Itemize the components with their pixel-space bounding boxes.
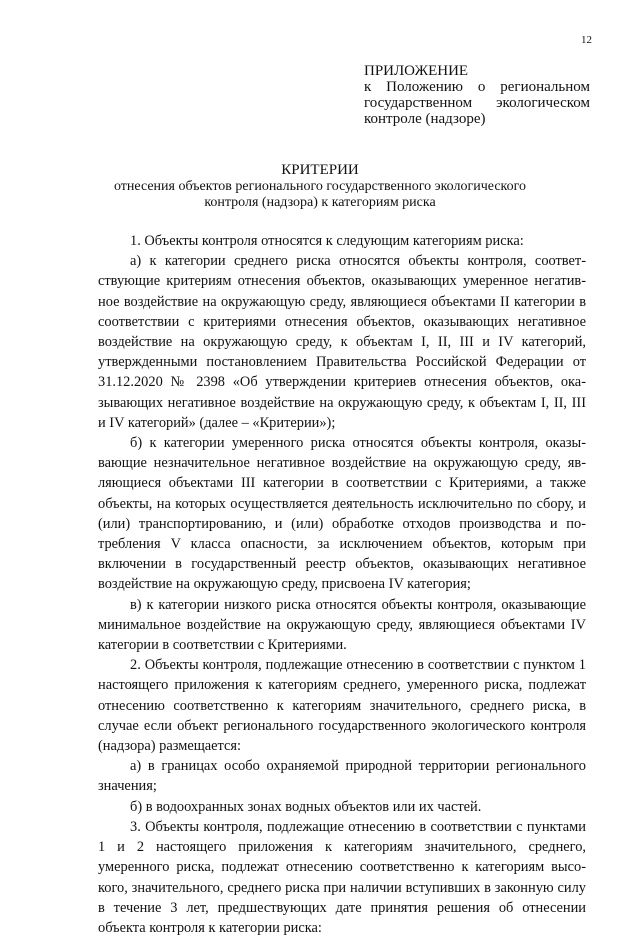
document-title: КРИТЕРИИ <box>281 162 359 178</box>
paragraph-3: 3. Объекты контроля, подлежащие отнесению в соответствии с пунктами 1 и 2 настоящего приложения к категориям значительного, среднего, умеренного риска, подлежат отнесению соответственно к категориям высокого, значительного, среднего риска при наличии вступивших в законную силу в течение 3 лет, предшествующих дате принятия решения об отнесении объекта контроля к категории риска: <box>98 818 586 936</box>
appendix-reference: к Положению о региональном государственном экологическом контроле (надзоре) <box>364 79 590 127</box>
appendix-header <box>364 63 590 127</box>
document-body <box>98 231 586 938</box>
paragraph-2b: б) в водоохранных зонах водных объектов или их частей. <box>130 798 482 815</box>
paragraph-2a: а) в границах особо охраняемой природной территории регионального значения; <box>98 758 586 795</box>
paragraph-1c: в) к категории низкого риска относятся объекты контроля, оказывающие минимальное воздействие на окружающую среду, являющиеся объектами IV категории в соответствии с Критериями. <box>98 596 586 654</box>
appendix-title: ПРИЛОЖЕНИЕ <box>364 63 469 79</box>
paragraph-1a: а) к категории среднего риска относятся объекты контроля, соответствующие критериям отнесения объектов, оказывающих умеренное негативное воздействие на окружающую среду, являющиеся объектами II категории в соответствии с критериями отнесения объектов, оказывающих негативное воздействие на окружающую среду, к объектам I, II, III и IV категорий, утвержденными постановлением Правительства Российской Федерации от 31.12.2020 № 2398 «Об утверждении критериев отнесения объектов, оказывающих негативное воздействие на окружающую среду, к объектам I, II, III и IV категорий» (далее – «Критерии»); <box>98 253 586 431</box>
paragraph-2: 2. Объекты контроля, подлежащие отнесению в соответствии с пунктом 1 настоящего приложения к категориям среднего, умеренного риска, подлежат отнесению соответственно к категориям значительного, среднего риска, в случае если объект регионального государственного экологического контроля (надзора) размещается: <box>98 657 586 755</box>
document-subtitle: отнесения объектов регионального государственного экологического контроля (надзора) к категориям риска <box>113 179 527 210</box>
paragraph-1: 1. Объекты контроля относятся к следующим категориям риска: <box>130 233 524 249</box>
paragraph-1b: б) к категории умеренного риска относятся объекты контроля, оказывающие незначительное негативное воздействие на окружающую среду, являющиеся объектами III категории в соответствии с Критериями, а также объекты, на которых осуществляется деятельность исключительно по сбору, и (или) транспортированию, и (или) обработке отходов производства и потребления V класса опасности, за исключением объектов, которым при включении в государственный реестр объектов, оказывающих негативное воздействие на окружающую среду, присвоена IV категория; <box>98 435 586 593</box>
page-number: 12 <box>581 34 592 46</box>
